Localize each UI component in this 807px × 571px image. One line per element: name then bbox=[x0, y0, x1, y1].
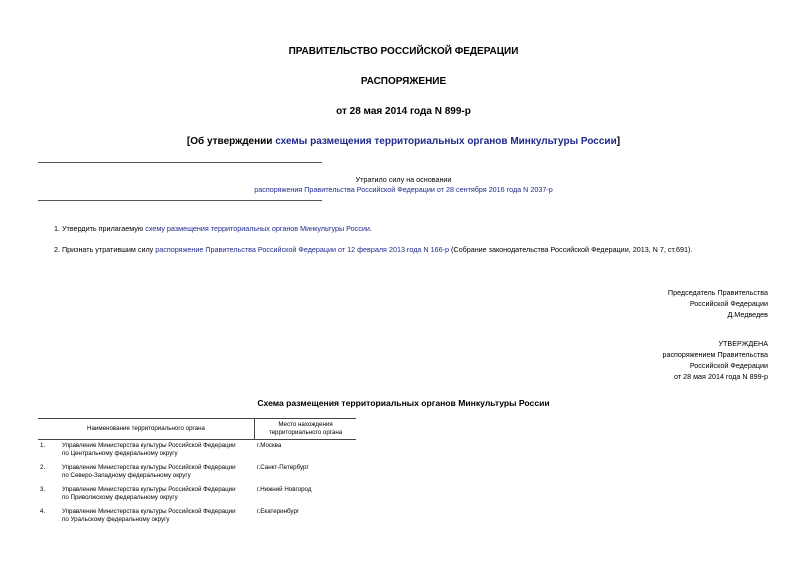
row-number: 1. bbox=[40, 442, 46, 449]
organ-name-line2: по Северо-Западному федеральному округу bbox=[62, 472, 191, 479]
row-organ-name bbox=[60, 506, 255, 528]
item-2 bbox=[54, 245, 692, 254]
approved-country: Российской Федерации bbox=[689, 361, 768, 370]
organ-name-line2: по Приволжскому федеральному округу bbox=[62, 494, 178, 501]
table-row bbox=[38, 462, 356, 484]
item-1-scheme-link[interactable]: схему размещения территориальных органов Минкультуры России bbox=[145, 224, 370, 233]
item-2-order-link[interactable]: распоряжение Правительства Российской Федерации от 12 февраля 2013 года N 166-р bbox=[155, 245, 449, 254]
organ-name-line1: Управление Министерства культуры Российской Федерации bbox=[62, 508, 236, 515]
table-header-row bbox=[38, 419, 356, 440]
column-header-name: Наименование территориального органа bbox=[38, 419, 255, 440]
organ-name-line1: Управление Министерства культуры Российской Федерации bbox=[62, 442, 236, 449]
signature-block bbox=[668, 287, 768, 320]
organ-name-line2: по Уральскому федеральному округу bbox=[62, 516, 170, 523]
row-city: г.Екатеринбург bbox=[255, 506, 357, 528]
approved-label: УТВЕРЖДЕНА bbox=[718, 339, 768, 348]
item-2-prefix: 2. Признать утратившим силу bbox=[54, 245, 156, 254]
divider-bottom bbox=[38, 200, 322, 201]
government-heading: ПРАВИТЕЛЬСТВО РОССИЙСКОЙ ФЕДЕРАЦИИ bbox=[288, 46, 519, 57]
item-2-suffix: (Собрание законодательства Российской Федерации, 2013, N 7, ст.691). bbox=[449, 245, 693, 254]
item-1 bbox=[54, 224, 372, 233]
column-header-place bbox=[255, 419, 357, 440]
divider-top bbox=[38, 162, 322, 163]
approved-date: от 28 мая 2014 года N 899-р bbox=[674, 372, 768, 381]
table-row bbox=[38, 440, 356, 463]
row-number: 3. bbox=[40, 486, 46, 493]
row-organ-name bbox=[60, 462, 255, 484]
row-organ-name bbox=[60, 484, 255, 506]
row-number: 2. bbox=[40, 464, 46, 471]
item-1-suffix: . bbox=[369, 224, 372, 233]
organ-name-line1: Управление Министерства культуры Российской Федерации bbox=[62, 464, 236, 471]
document-type-heading: РАСПОРЯЖЕНИЕ bbox=[360, 76, 447, 87]
signature-name: Д.Медведев bbox=[727, 310, 768, 319]
item-1-prefix: 1. Утвердить прилагаемую bbox=[54, 224, 146, 233]
status-line: Утратило силу на основании bbox=[355, 175, 452, 184]
approval-stamp bbox=[662, 338, 768, 382]
row-city: г.Москва bbox=[255, 440, 357, 463]
organ-name-line2: по Центральному федеральному округу bbox=[62, 450, 178, 457]
row-city: г.Нижний Новгород bbox=[255, 484, 357, 506]
document-title bbox=[0, 136, 807, 147]
table-row bbox=[38, 484, 356, 506]
row-number: 4. bbox=[40, 508, 46, 515]
scheme-table bbox=[38, 418, 356, 528]
approved-by: распоряжением Правительства bbox=[662, 350, 768, 359]
table-row bbox=[38, 506, 356, 528]
signature-position: Председатель Правительства bbox=[667, 288, 768, 297]
column-header-place-line2: территориального органа bbox=[268, 429, 343, 436]
row-city: г.Санкт-Петербург bbox=[255, 462, 357, 484]
signature-country: Российской Федерации bbox=[689, 299, 768, 308]
row-organ-name bbox=[60, 440, 255, 463]
scheme-title-link[interactable]: схемы размещения территориальных органов Минкультуры России bbox=[275, 136, 617, 147]
organ-name-line1: Управление Министерства культуры Российской Федерации bbox=[62, 486, 236, 493]
column-header-place-line1: Место нахождения bbox=[278, 421, 333, 428]
title-suffix: ] bbox=[616, 136, 621, 147]
repeal-document-link[interactable]: распоряжения Правительства Российской Федерации от 28 сентября 2016 года N 2037-р bbox=[254, 185, 553, 194]
document-date: от 28 мая 2014 года N 899-р bbox=[336, 106, 471, 117]
title-prefix: [Об утверждении bbox=[186, 136, 276, 147]
scheme-title: Схема размещения территориальных органов Минкультуры России bbox=[257, 398, 550, 408]
